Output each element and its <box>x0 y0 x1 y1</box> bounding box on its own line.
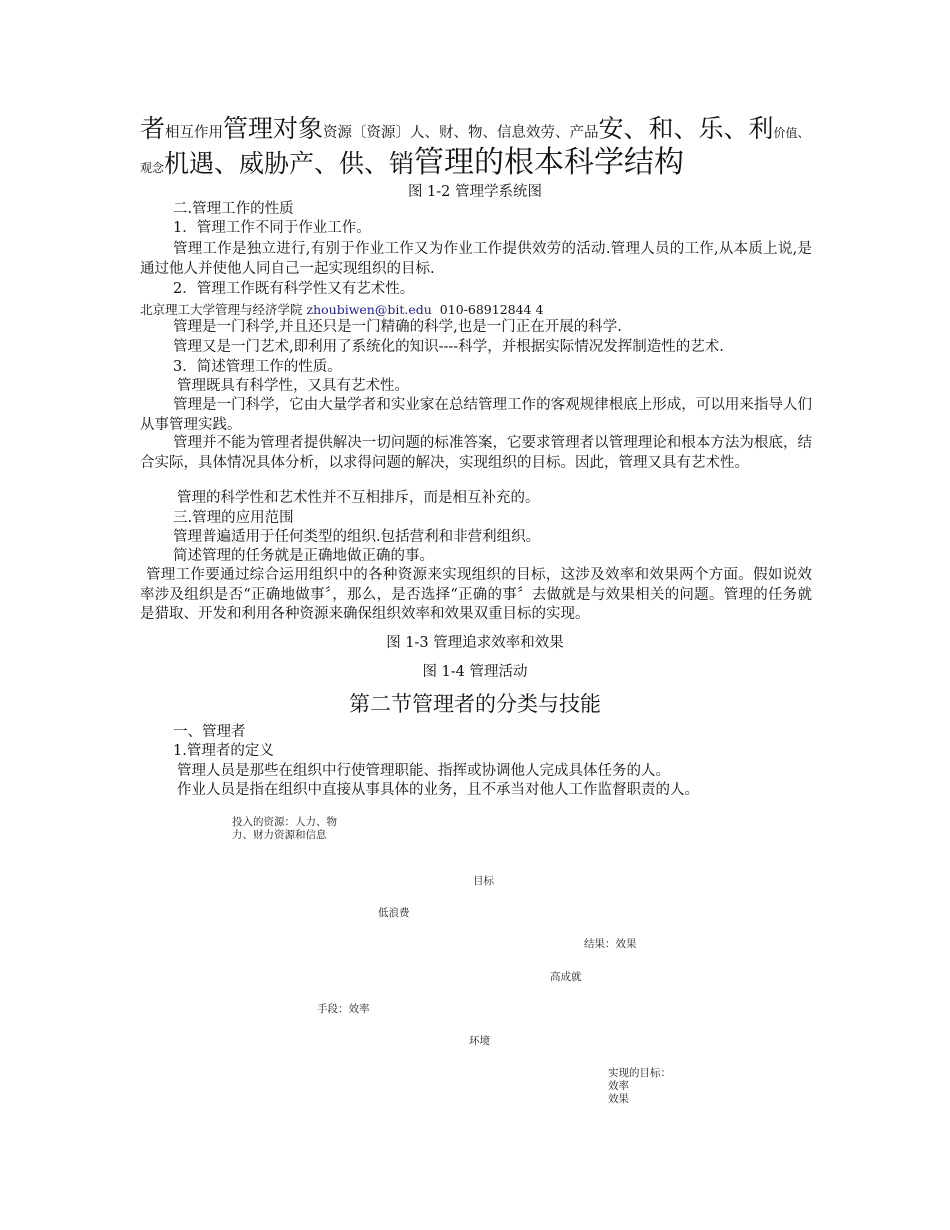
text-fragment: 安、和、乐、利 <box>598 114 774 143</box>
list-item: 2．管理工作既有科学性又有艺术性。 <box>173 281 415 297</box>
paragraph: 管理既具有科学性，又具有艺术性。 <box>177 378 409 394</box>
diagram-label-result: 结果：效果 <box>584 938 637 950</box>
text-fragment: 资源〔资源〕人、财、物、信息效劳、产品 <box>323 125 599 141</box>
definition: 管理人员是那些在组织中行使管理职能、指挥或协调他人完成具体任务的人。 <box>177 763 670 779</box>
diagram-label-environment: 环境 <box>469 1035 490 1047</box>
diagram-label-high-achievement: 高成就 <box>550 971 582 983</box>
text-fragment: 管理对象 <box>223 114 324 143</box>
paragraph: 管理工作要通过综合运用组织中的各种资源来实现组织的目标，这涉及效率和效果两个方面。假如说效率涉及组织是否“正确地做事〞，那么，是否选择“正确的事〞去做就是与效果相关的问题。管理的任务就是猎取、开发和利用各种资源来确保组织效率和效果双重目标的实现。 <box>140 567 812 622</box>
figure-caption-1-4: 图 1-4 管理活动 <box>422 664 528 680</box>
diagram-label-achieved-1: 效率 <box>608 1080 629 1092</box>
text-fragment: 机遇、威胁产、供、销 <box>164 149 415 178</box>
paragraph: 管理普遍适用于任何类型的组织.包括营利和非营利组织。 <box>173 529 541 545</box>
diagram-label-achieved-2: 效果 <box>608 1093 629 1105</box>
text-fragment: 价值、 <box>773 126 810 140</box>
text-fragment: 管理的根本科学结构 <box>414 145 685 180</box>
paragraph: 管理并不能为管理者提供解决一切问题的标准答案，它要求管理者以管理理论和根本方法为根底，结合实际，具体情况具体分析，以求得问题的解决，实现组织的目标。因此，管理又具有艺术性。 <box>140 435 812 471</box>
definition: 作业人员是指在组织中直接从事具体的业务，且不承当对他人工作监督职责的人。 <box>177 782 699 798</box>
diagram-label-achieved <box>608 1067 688 1106</box>
list-item: 1．管理工作不同于作业工作。 <box>173 220 371 236</box>
footer-org: 北京理工大学管理与经济学院 <box>140 302 303 317</box>
diagram-label-achieved-title: 实现的目标： <box>608 1067 671 1079</box>
footer-email[interactable]: zhoubiwen@bit.edu <box>306 302 432 317</box>
section-heading: 第二节管理者的分类与技能 <box>349 692 601 716</box>
diagram-label-means: 手段：效率 <box>317 1003 370 1015</box>
footer-phone: 010-68912844 4 <box>439 302 544 317</box>
figure-caption-1-2: 图 1-2 管理学系统图 <box>407 184 543 200</box>
text-fragment: 观念 <box>140 161 165 175</box>
subsection-title: 一、管理者 <box>173 724 246 740</box>
page-footer <box>140 300 543 318</box>
paragraph: 简述管理的任务就是正确地做正确的事。 <box>173 548 434 564</box>
diagram-label-input: 投入的资源：人力、物力、财力资源和信息 <box>232 816 337 841</box>
paragraph: 管理的科学性和艺术性并不互相排斥，而是相互补充的。 <box>177 490 540 506</box>
paragraph: 管理工作是独立进行,有别于作业工作又为作业工作提供效劳的活动.管理人员的工作,从本质上说,是通过他人并使他人同自己一起实现组织的目标. <box>140 241 812 277</box>
diagram-label-low-waste: 低浪费 <box>378 907 410 919</box>
list-item: 3．简述管理工作的性质。 <box>173 359 342 375</box>
paragraph: 管理又是一门艺术,即利用了系统化的知识----科学，并根据实际情况发挥制造性的艺术. <box>173 339 724 355</box>
text-fragment: 者 <box>140 114 166 143</box>
section-title: 二.管理工作的性质 <box>173 201 294 217</box>
paragraph: 管理是一门科学,并且还只是一门精确的科学,也是一门正在开展的科学. <box>173 319 622 335</box>
paragraph: 管理是一门科学，它由大量学者和实业家在总结管理工作的客观规律根底上形成，可以用来指导人们从事管理实践。 <box>140 397 812 433</box>
figure-caption-1-3: 图 1-3 管理追求效率和效果 <box>386 635 564 651</box>
diagram-label-goal: 目标 <box>473 875 494 887</box>
section-title: 三.管理的应用范围 <box>173 510 294 526</box>
text-fragment: 相互作用 <box>165 125 224 141</box>
subsection-title: 1.管理者的定义 <box>173 743 274 759</box>
